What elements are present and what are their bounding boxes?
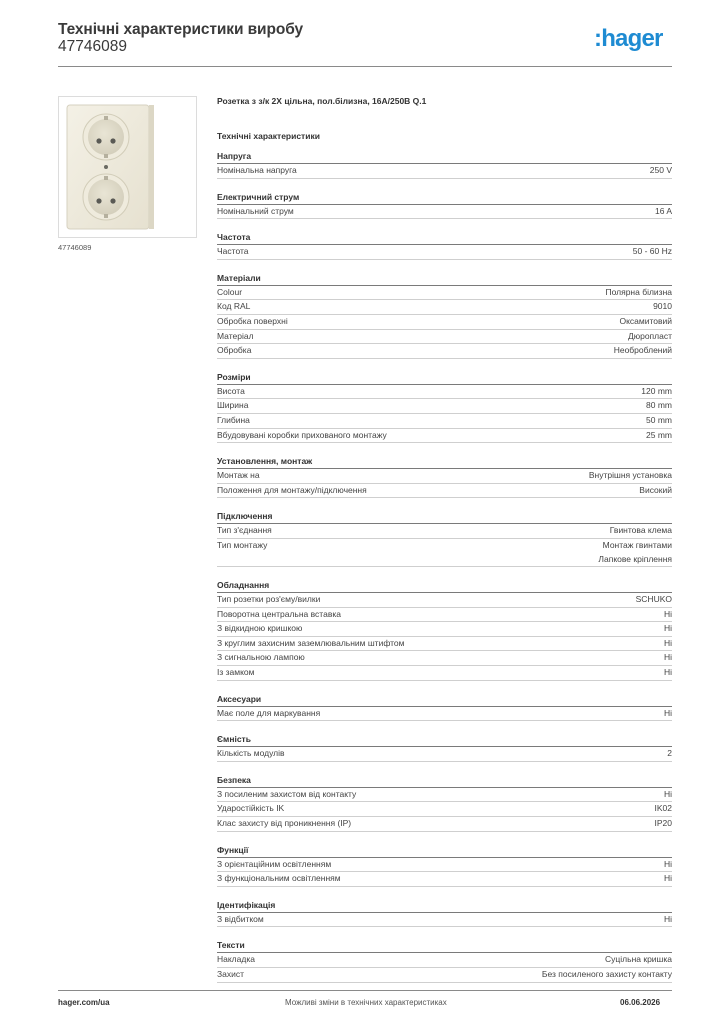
- spec-value-line: Ні: [663, 858, 672, 869]
- spec-row: [217, 469, 672, 484]
- spec-row: [217, 913, 672, 928]
- spec-value: [646, 399, 672, 413]
- spec-row: [217, 245, 672, 260]
- spec-value-line: Внутрішня установка: [588, 470, 672, 481]
- spec-label: Висота: [217, 385, 245, 396]
- spec-row: [217, 872, 672, 887]
- spec-section: [217, 370, 672, 443]
- product-name: Розетка з з/к 2X цільна, пол.білизна, 16А/250В Q.1: [217, 96, 427, 106]
- spec-value: [614, 344, 672, 358]
- spec-row: [217, 707, 672, 722]
- spec-value: [655, 205, 672, 219]
- spec-label: Ударостійкість IK: [217, 803, 285, 814]
- spec-value-line: Ні: [663, 637, 672, 648]
- spec-row: [217, 429, 672, 444]
- spec-label: Обробка: [217, 345, 252, 356]
- hager-logo: :hager: [594, 25, 663, 52]
- spec-value-line: Дюропласт: [627, 330, 672, 341]
- spec-value: [636, 593, 672, 607]
- spec-row: [217, 414, 672, 429]
- spec-value: [655, 802, 673, 816]
- spec-value-line: IK02: [654, 803, 672, 814]
- spec-value: [664, 651, 672, 665]
- spec-value-line: Ні: [663, 913, 672, 924]
- spec-section: [217, 578, 672, 681]
- spec-value-line: Полярна білизна: [605, 286, 672, 297]
- spec-value: [628, 330, 672, 344]
- spec-label: Має поле для маркування: [217, 707, 321, 718]
- spec-row: [217, 858, 672, 873]
- spec-value-line: Ні: [663, 623, 672, 634]
- spec-row: [217, 622, 672, 637]
- spec-label: Тип монтажу: [217, 539, 268, 550]
- spec-label: З відбитком: [217, 913, 264, 924]
- spec-label: Положення для монтажу/підключення: [217, 484, 367, 495]
- spec-label: З круглим захисним заземлювальним штифтом: [217, 637, 405, 648]
- footer-divider: [58, 990, 672, 991]
- spec-label: Обробка поверхні: [217, 315, 288, 326]
- spec-value: [664, 666, 672, 680]
- spec-section: [217, 230, 672, 260]
- spec-value: [664, 637, 672, 651]
- spec-value-line: Суцільна кришка: [605, 954, 672, 965]
- spec-row: [217, 385, 672, 400]
- spec-value: [589, 469, 672, 483]
- spec-value: [664, 788, 672, 802]
- section-title: Обладнання: [217, 578, 672, 593]
- spec-row: [217, 608, 672, 623]
- spec-section: [217, 692, 672, 722]
- section-title: Розміри: [217, 370, 672, 385]
- spec-label: Захист: [217, 969, 245, 979]
- specs-table: [217, 149, 672, 994]
- footer-website[interactable]: hager.com/ua: [58, 998, 110, 1007]
- spec-value: [655, 817, 673, 831]
- spec-label: Глибина: [217, 414, 250, 425]
- spec-value: [605, 953, 672, 967]
- spec-section: [217, 454, 672, 498]
- section-title: Частота: [217, 230, 672, 245]
- spec-section: [217, 773, 672, 832]
- spec-label: Монтаж на: [217, 470, 260, 481]
- spec-label: Номінальна напруга: [217, 165, 297, 175]
- spec-value: [598, 539, 672, 566]
- spec-value-line: Ні: [663, 788, 672, 799]
- spec-value-line: Монтаж гвинтами: [602, 539, 672, 550]
- spec-row: [217, 164, 672, 179]
- spec-row: [217, 747, 672, 762]
- section-title: Напруга: [217, 149, 672, 164]
- spec-value: [664, 872, 672, 886]
- spec-row: [217, 593, 672, 608]
- section-title: Безпека: [217, 773, 672, 788]
- spec-row: [217, 344, 672, 359]
- spec-label: Частота: [217, 246, 249, 257]
- spec-row: [217, 539, 672, 567]
- spec-row: [217, 637, 672, 652]
- spec-label: Накладка: [217, 954, 255, 965]
- spec-label: Номінальний струм: [217, 205, 294, 216]
- spec-label: Код RAL: [217, 301, 251, 312]
- spec-value: [664, 858, 672, 872]
- spec-label: З посиленим захистом від контакту: [217, 788, 357, 799]
- spec-section: [217, 190, 672, 220]
- spec-label: Із замком: [217, 667, 255, 678]
- page-title: Технічні характеристики виробу: [58, 21, 303, 38]
- spec-value-line: Ні: [663, 707, 672, 718]
- spec-row: [217, 315, 672, 330]
- spec-value-line: 50 mm: [646, 414, 672, 425]
- spec-value: [605, 286, 672, 300]
- spec-section: [217, 149, 672, 179]
- spec-row: [217, 651, 672, 666]
- spec-label: Colour: [217, 286, 243, 297]
- spec-label: Кількість модулів: [217, 748, 285, 759]
- section-title: Функції: [217, 843, 672, 858]
- socket-image-icon: [59, 97, 196, 237]
- spec-label: Поворотна центральна вставка: [217, 608, 341, 619]
- product-image: [58, 96, 197, 238]
- spec-label: Тип з'єднання: [217, 525, 272, 536]
- spec-value-line: IP20: [654, 818, 672, 829]
- spec-value: [664, 913, 672, 927]
- spec-row: [217, 484, 672, 499]
- spec-value-line: 250 V: [649, 165, 672, 175]
- spec-value: [667, 747, 672, 761]
- spec-value: [641, 385, 672, 399]
- section-title: Підключення: [217, 509, 672, 524]
- section-title: Аксесуари: [217, 692, 672, 707]
- spec-section: [217, 509, 672, 567]
- spec-label: Ширина: [217, 400, 249, 411]
- spec-value-line: Необроблений: [613, 345, 672, 356]
- section-title: Ємність: [217, 732, 672, 747]
- spec-label: Клас захисту від проникнення (IP): [217, 818, 352, 829]
- spec-label: З сигнальною лампою: [217, 652, 305, 663]
- spec-value: [646, 429, 672, 443]
- spec-row: [217, 953, 672, 968]
- spec-value: [542, 968, 672, 982]
- spec-value: [610, 524, 672, 538]
- spec-row: [217, 205, 672, 220]
- section-title: Тексти: [217, 938, 672, 953]
- spec-value-line: Ні: [663, 608, 672, 619]
- spec-value: [639, 484, 672, 498]
- spec-label: Тип розетки роз'єму/вилки: [217, 594, 321, 605]
- spec-row: [217, 300, 672, 315]
- spec-row: [217, 399, 672, 414]
- spec-value-line: 16 A: [654, 205, 672, 216]
- spec-value-line: Без посиленого захисту контакту: [541, 969, 672, 979]
- spec-row: [217, 524, 672, 539]
- spec-value: [664, 707, 672, 721]
- spec-section: [217, 938, 672, 982]
- section-title: Матеріали: [217, 271, 672, 286]
- spec-section: [217, 898, 672, 928]
- spec-label: Матеріал: [217, 330, 254, 341]
- spec-label: Вбудовувані коробки прихованого монтажу: [217, 429, 387, 440]
- specs-heading: Технічні характеристики: [217, 131, 320, 141]
- spec-row: [217, 330, 672, 345]
- spec-label: З орієнтаційним освітленням: [217, 858, 332, 869]
- spec-section: [217, 271, 672, 359]
- spec-value-line: Гвинтова клема: [609, 525, 672, 536]
- spec-value-line: Високий: [639, 484, 672, 495]
- image-caption: 47746089: [58, 243, 92, 252]
- spec-value-line: Ні: [663, 667, 672, 678]
- product-code: 47746089: [58, 38, 127, 55]
- spec-row: [217, 802, 672, 817]
- spec-row: [217, 817, 672, 832]
- spec-row: [217, 788, 672, 803]
- spec-value: [653, 300, 672, 314]
- spec-value: [619, 315, 672, 329]
- spec-row: [217, 666, 672, 681]
- spec-row: [217, 286, 672, 301]
- footer-disclaimer: Можливі зміни в технічних характеристиках: [285, 998, 447, 1007]
- spec-value-line: Ні: [663, 652, 672, 663]
- section-title: Установлення, монтаж: [217, 454, 672, 469]
- spec-value: [664, 622, 672, 636]
- spec-value-line: 9010: [653, 301, 672, 312]
- header-divider: [58, 66, 672, 67]
- spec-value: [650, 164, 672, 178]
- section-title: Електричний струм: [217, 190, 672, 205]
- section-title: Ідентифікація: [217, 898, 672, 913]
- spec-label: З функціональним освітленням: [217, 873, 341, 884]
- spec-row: [217, 968, 672, 983]
- spec-value-line: SCHUKO: [635, 594, 672, 605]
- spec-value-line: 50 - 60 Hz: [632, 246, 672, 257]
- spec-section: [217, 843, 672, 887]
- spec-value-line: 25 mm: [646, 429, 672, 440]
- spec-value: [664, 608, 672, 622]
- spec-value-line: Ні: [663, 873, 672, 884]
- spec-value-line: 2: [667, 748, 672, 759]
- spec-section: [217, 732, 672, 762]
- spec-value-line: Оксамитовий: [619, 315, 672, 326]
- spec-value-line: 120 mm: [641, 385, 672, 396]
- footer-date: 06.06.2026: [620, 998, 661, 1007]
- spec-value: [633, 245, 672, 259]
- spec-label: З відкидною кришкою: [217, 623, 303, 634]
- spec-value: [646, 414, 672, 428]
- spec-value-line: 80 mm: [646, 400, 672, 411]
- spec-value-line: Лапкове кріплення: [598, 553, 672, 564]
